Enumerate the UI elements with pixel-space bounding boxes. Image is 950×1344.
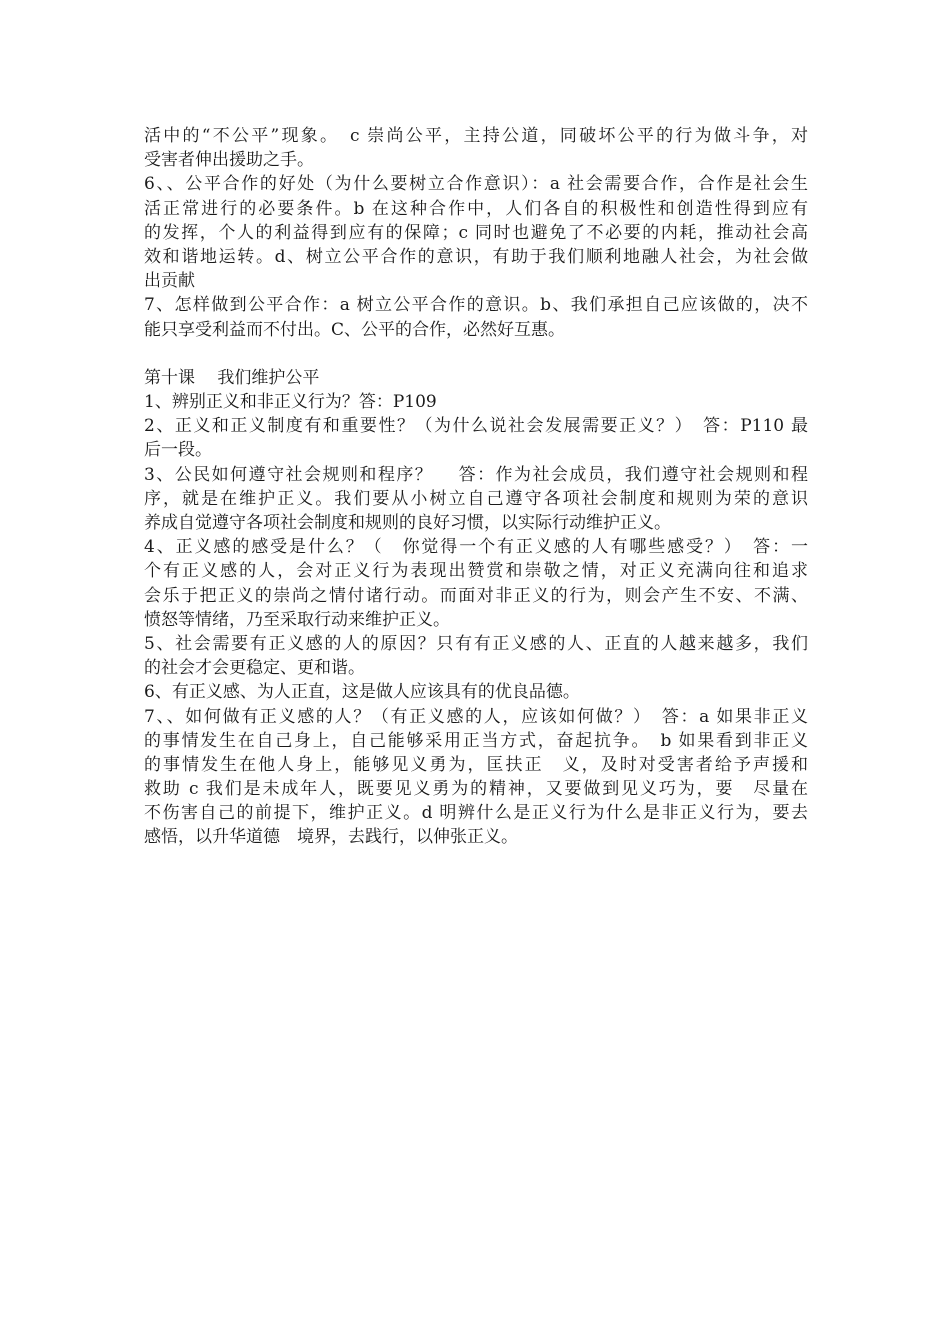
text-line: 7、、如何做有正义感的人？（有正义感的人，应该如何做？） 答：a 如果非正义: [144, 706, 808, 727]
text-line: 2、正义和正义制度有和重要性？（为什么说社会发展需要正义？） 答：P110 最: [144, 416, 808, 437]
text-line: 活中的“不公平”现象。 c 崇尚公平，主持公道，同破坏公平的行为做斗争，对: [144, 126, 808, 146]
text-line: 序，就是在维护正义。我们要从小树立自己遵守各项社会制度和规则为荣的意识: [144, 488, 808, 509]
text-line: 6、、公平合作的好处（为什么要树立合作意识）：a 社会需要合作，合作是社会生: [144, 174, 808, 195]
text-line: 能只享受利益而不付出。C、公平的合作，必然好互惠。: [144, 319, 566, 340]
text-line: 第十课 我们维护公平: [144, 367, 320, 388]
text-line: 养成自觉遵守各项社会制度和规则的良好习惯，以实际行动维护正义。: [144, 513, 671, 533]
text-line: 7、怎样做到公平合作：a 树立公平合作的意识。b、我们承担自己应该做的，决不: [144, 295, 808, 316]
text-line: 不伤害自己的前提下，维护正义。d 明辨什么是正义行为什么是非正义行为，要去: [144, 803, 808, 824]
text-line: 出贡献: [144, 271, 195, 292]
text-line: 的事情发生在自己身上，自己能够采用正当方式，奋起抗争。 b 如果看到非正义: [144, 730, 808, 751]
text-line: 效和谐地运转。d、树立公平合作的意识，有助于我们顺利地融人社会，为社会做: [144, 246, 808, 267]
text-line: 后一段。: [144, 440, 212, 461]
text-line: 个有正义感的人，会对正义行为表现出赞赏和崇敬之情，对正义充满向往和追求: [144, 561, 808, 582]
text-line: 受害者伸出援助之手。: [144, 150, 314, 171]
document-body: [144, 124, 808, 850]
text-line: 的事情发生在他人身上，能够见义勇为，匡扶正 义，及时对受害者给予声援和: [144, 754, 808, 775]
text-line: 5、社会需要有正义感的人的原因？只有有正义感的人、正直的人越来越多，我们: [144, 633, 808, 654]
text-line: 救助 c 我们是未成年人，既要见义勇为的精神，又要做到见义巧为，要 尽量在: [144, 779, 808, 800]
text-line: 6、有正义感、为人正直，这是做人应该具有的优良品德。: [144, 682, 580, 703]
text-line: 活正常进行的必要条件。b 在这种合作中，人们各自的积极性和创造性得到应有: [144, 198, 808, 219]
text-line: 4、正义感的感受是什么？（ 你觉得一个有正义感的人有哪些感受？） 答：一: [144, 537, 808, 558]
blank-line: [144, 342, 808, 366]
text-line: 3、公民如何遵守社会规则和程序？ 答：作为社会成员，我们遵守社会规则和程: [144, 464, 808, 485]
text-line: 的社会才会更稳定、更和谐。: [144, 658, 365, 679]
text-line: 会乐于把正义的崇尚之情付诸行动。而面对非正义的行为，则会产生不安、不满、: [144, 585, 808, 606]
text-line: 的发挥，个人的利益得到应有的保障；c 同时也避免了不必要的内耗，推动社会高: [144, 222, 808, 243]
text-line: 1、辨别正义和非正义行为？答：P109: [144, 392, 437, 413]
text-line: 愤怒等情绪，乃至采取行动来维护正义。: [144, 609, 450, 630]
text-line: 感悟，以升华道德 境界，去践行，以伸张正义。: [144, 827, 518, 848]
